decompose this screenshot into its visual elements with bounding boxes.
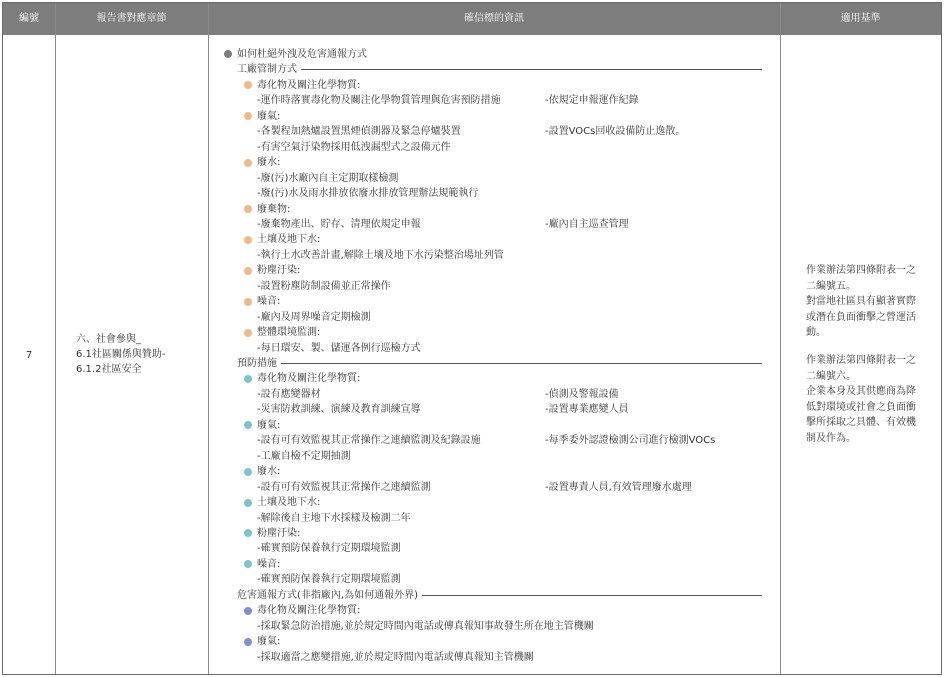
- category-label: 土壤及地下水:: [257, 497, 321, 509]
- section-title-text: 危害通報方式(非指廠內,為如何通報外界): [237, 589, 418, 601]
- measure-text: -確實預防保養執行定期環境監測: [257, 543, 401, 555]
- category-bullet-icon: [244, 468, 252, 476]
- measure-text: -執行土水改善計畫,解除土壤及地下水污染整治場址列管: [257, 249, 504, 261]
- cell-chapter: [56, 35, 208, 674]
- category-label: 廢氣:: [257, 110, 281, 122]
- section-title: [237, 356, 762, 371]
- measure-text: -採取適當之應變措施,並於規定時間內電話或傳真報知主管機關: [257, 651, 534, 663]
- category-bullet-icon: [244, 560, 252, 568]
- category-bullet-icon: [244, 159, 252, 167]
- measure-text: -設置專業應變人員: [545, 404, 629, 416]
- category-bullet-icon: [244, 499, 252, 507]
- category-bullet-icon: [244, 267, 252, 275]
- cell-criteria: [781, 35, 941, 674]
- category-label: 整體環境監測:: [257, 327, 321, 339]
- category-label: 噪音:: [257, 558, 281, 570]
- measure-text: -運作時落實毒化物及關注化學物質管理與危害預防措施: [257, 95, 501, 107]
- criteria-text: 對當地社區具有顯著實際或潛在負面衝擊之營運活動。: [806, 296, 916, 338]
- category-label: 廢氣:: [257, 419, 281, 431]
- measure-text: -廠內及周界噪音定期檢測: [257, 311, 371, 323]
- header-info: 確信標的資訊: [464, 13, 524, 24]
- category-label: 廢水:: [257, 466, 281, 478]
- measure-text: -採取緊急防治措施,並於規定時間內電話或傳真報知事故發生所在地主管機關: [257, 620, 594, 632]
- measure-text: -設置專責人員,有效管理廢水處理: [545, 481, 692, 493]
- category-label: 毒化物及關注化學物質:: [257, 605, 361, 617]
- category-label: 毒化物及關注化學物質:: [257, 373, 361, 385]
- measure-text: -確實預防保養執行定期環境監測: [257, 574, 401, 586]
- measure-text: -每日環安、製、儲運各例行巡檢方式: [257, 342, 421, 354]
- category-bullet-icon: [244, 236, 252, 244]
- category-label: 廢棄物:: [257, 203, 291, 215]
- measure-text: -廢(污)水及雨水排放依廢水排放管理辦法規範執行: [257, 188, 479, 200]
- section-rule: [301, 69, 762, 70]
- category-bullet-icon: [244, 607, 252, 615]
- section-rule: [422, 595, 762, 596]
- cell-info: [209, 35, 780, 674]
- category-label: 粉塵汙染:: [257, 527, 301, 539]
- criteria-text: 企業本身及其供應商為降低對環境或社會之負面衝擊所採取之具體、有效機制及作為。: [806, 386, 916, 444]
- measure-text: -工廠自檢不定期抽測: [257, 450, 351, 462]
- criteria-text: 作業辦法第四條附表一之二編號六。: [806, 355, 916, 382]
- measure-text: -偵測及警報設備: [545, 388, 619, 400]
- section-rule: [281, 363, 762, 364]
- assurance-table: [2, 2, 942, 675]
- question-text: 如何杜絕外洩及危害通報方式: [237, 49, 367, 60]
- chapter-line: 六、社會參與_: [76, 334, 141, 345]
- category-bullet-icon: [244, 112, 252, 120]
- measure-text: -設有可有效監視其正常操作之連續監測及紀錄設施: [257, 435, 481, 447]
- measure-text: -廠內自主巡查管理: [545, 218, 629, 230]
- measure-text: -廢(污)水廠內自主定期取樣檢測: [257, 172, 399, 184]
- category-bullet-icon: [244, 638, 252, 646]
- measure-text: -設有可有效監視其正常操作之連續監測: [257, 481, 431, 493]
- measure-text: -各製程加熱爐設置黑煙偵測器及緊急停爐裝置: [257, 126, 461, 138]
- category-bullet-icon: [244, 375, 252, 383]
- cell-no: [3, 35, 55, 674]
- measure-text: -有害空氣汙染物採用低洩漏型式之設備元件: [257, 141, 451, 153]
- category-label: 毒化物及關注化學物質:: [257, 79, 361, 91]
- section-title-text: 預防措施: [237, 358, 277, 369]
- category-label: 土壤及地下水:: [257, 234, 321, 246]
- category-bullet-icon: [244, 81, 252, 89]
- chapter-line: 6.1.2社區安全: [76, 364, 142, 375]
- category-label: 粉塵汙染:: [257, 265, 301, 277]
- criteria-text: 作業辦法第四條附表一之二編號五。: [806, 265, 916, 292]
- measure-text: -設置VOCs回收設備防止逸散。: [545, 126, 686, 138]
- measure-text: -設有應變器材: [257, 388, 321, 400]
- header-no: 編號: [19, 13, 39, 24]
- header-criteria: 適用基準: [840, 13, 881, 24]
- question-bullet-icon: [224, 50, 232, 58]
- category-label: 廢氣:: [257, 636, 281, 648]
- section-title: [237, 588, 762, 603]
- chapter-line: 6.1社區關係與贊助-: [76, 349, 166, 360]
- row-number: 7: [25, 350, 33, 361]
- measure-text: -依規定申報運作紀錄: [545, 95, 639, 107]
- category-label: 噪音:: [257, 296, 281, 308]
- category-bullet-icon: [244, 298, 252, 306]
- measure-text: -災害防救訓練、演練及教育訓練宣導: [257, 404, 421, 416]
- section-title: [237, 62, 762, 77]
- category-label: 廢水:: [257, 157, 281, 169]
- measure-text: -廢棄物產出、貯存、清理依規定申報: [257, 218, 421, 230]
- measure-text: -解除後自主地下水採樣及檢測二年: [257, 512, 411, 524]
- section-title-text: 工廠管制方式: [237, 64, 297, 76]
- category-bullet-icon: [244, 421, 252, 429]
- category-bullet-icon: [244, 329, 252, 337]
- header-chapter: 報告書對應章節: [96, 13, 167, 24]
- category-bullet-icon: [244, 205, 252, 213]
- category-bullet-icon: [244, 529, 252, 537]
- table-header: [3, 3, 941, 35]
- measure-text: -每季委外認證檢測公司進行檢測VOCs: [545, 435, 716, 447]
- measure-text: -設置粉塵防制設備並正常操作: [257, 280, 391, 292]
